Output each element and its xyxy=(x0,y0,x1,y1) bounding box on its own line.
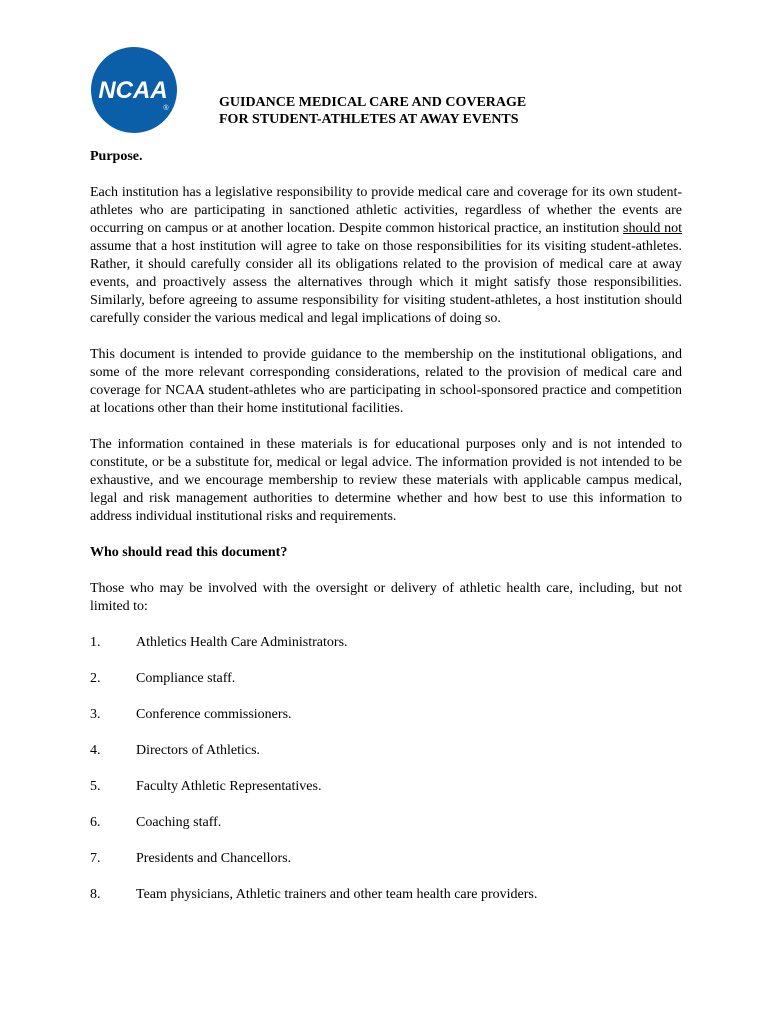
list-item: 1. Athletics Health Care Administrators. xyxy=(90,635,348,650)
purpose-paragraph-1: Each institution has a legislative responsibility to provide medical care and coverage for its own student-athletes who are participating in sanctioned athletic activities, regardless of whether the events are occurring on campus or at another location. Despite common historical practice, an institution should not assume that a host institution will agree to take on those responsibilities for its visiting student-athletes. Rather, it should carefully consider all its obligations related to the provision of medical care at away events, and proactively assess the alternatives through which it might satisfy those responsibilities. Similarly, before agreeing to assume responsibility for visiting student-athletes, a host institution should carefully consider the various medical and legal implications of doing so. xyxy=(90,185,682,326)
list-item: 3. Conference commissioners. xyxy=(90,707,292,722)
svg-text:NCAA: NCAA xyxy=(98,77,168,104)
svg-text:®: ® xyxy=(163,105,169,112)
audience-heading: Who should read this document? xyxy=(90,545,288,560)
audience-intro: Those who may be involved with the oversight or delivery of athletic health care, including, but not limited to: xyxy=(90,581,682,614)
ncaa-logo xyxy=(90,46,178,134)
list-item: 5. Faculty Athletic Representatives. xyxy=(90,779,322,794)
underlined-emphasis: should not xyxy=(623,221,682,236)
list-item: 8. Team physicians, Athletic trainers and other team health care providers. xyxy=(90,887,538,902)
purpose-heading: Purpose. xyxy=(90,149,143,164)
document-body xyxy=(90,148,682,922)
audience-list xyxy=(90,634,682,904)
list-item: 7. Presidents and Chancellors. xyxy=(90,851,292,866)
title-line-2: FOR STUDENT-ATHLETES AT AWAY EVENTS xyxy=(219,112,519,127)
document-title xyxy=(219,94,639,128)
list-item: 2. Compliance staff. xyxy=(90,671,236,686)
title-line-1: GUIDANCE MEDICAL CARE AND COVERAGE xyxy=(219,95,527,110)
list-item: 6. Coaching staff. xyxy=(90,815,222,830)
purpose-paragraph-2: This document is intended to provide guidance to the membership on the institutional obligations, and some of the more relevant corresponding considerations, related to the provision of medical care and coverage for NCAA student-athletes who are participating in school-sponsored practice and competition at locations other than their home institutional facilities. xyxy=(90,347,682,416)
purpose-paragraph-3: The information contained in these materials is for educational purposes only and is not intended to constitute, or be a substitute for, medical or legal advice. The information provided is not intended to be exhaustive, and we encourage membership to review these materials with applicable campus medical, legal and risk management authorities to determine whether and how best to use this information to address individual institutional risks and requirements. xyxy=(90,437,682,524)
list-item: 4. Directors of Athletics. xyxy=(90,743,261,758)
